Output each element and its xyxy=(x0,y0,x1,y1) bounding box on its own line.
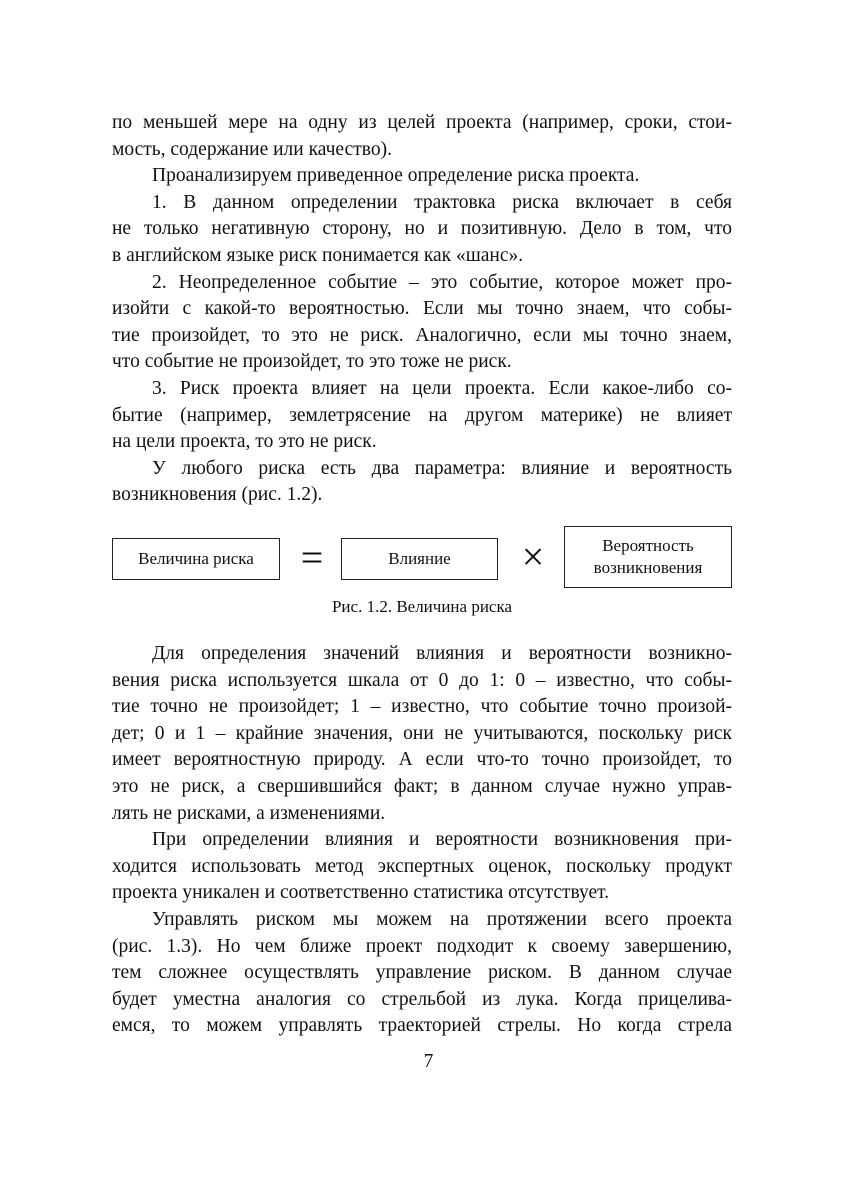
text-line: будет уместна аналогия со стрельбой из лука. Когда прицелива- xyxy=(112,988,732,1010)
box-risk-value: Величина риска xyxy=(112,538,280,580)
text-line: вения риска используется шкала от 0 до 1: 0 – известно, что собы- xyxy=(112,669,732,691)
equals-sign: = xyxy=(300,535,324,580)
text-line: возникновения (рис. 1.2). xyxy=(112,484,323,506)
text-line: При определении влияния и вероятности возникновения при- xyxy=(152,829,732,851)
text-line: лять не рисками, а изменениями. xyxy=(112,802,386,824)
text-line: дет; 0 и 1 – крайние значения, они не учитываются, поскольку риск xyxy=(112,722,732,744)
box-probability xyxy=(564,526,732,588)
box-probability-line1: Вероятность xyxy=(602,536,694,555)
figure-caption: Рис. 1.2. Величина риска xyxy=(331,597,513,616)
text-line: Проанализируем приведенное определение риска проекта. xyxy=(152,165,640,187)
text-block-bottom xyxy=(112,641,732,1040)
text-line: (рис. 1.3). Но чем ближе проект подходит к своему завершению, xyxy=(112,935,732,957)
text-line: Для определения значений влияния и вероятности возникно- xyxy=(152,643,732,664)
text-line: 1. В данном определении трактовка риска включает в себя xyxy=(152,191,732,213)
text-line: имеет вероятностную природу. А если что-то точно произойдет, то xyxy=(112,749,732,771)
text-line: емся, то можем управлять траекторией стрелы. Но когда стрела xyxy=(112,1015,732,1037)
text-line: 3. Риск проекта влияет на цели проекта. Если какое-либо со- xyxy=(152,377,732,399)
text-line: тем сложнее осуществлять управление риском. В данном случае xyxy=(112,962,732,984)
text-block-top xyxy=(112,110,732,509)
text-line: Управлять риском мы можем на протяжении всего проекта xyxy=(152,908,732,930)
page-number: 7 xyxy=(423,1051,434,1072)
box-impact: Влияние xyxy=(341,538,498,580)
text-line: изойти с какой-то вероятностью. Если мы точно знаем, что собы- xyxy=(112,298,732,320)
figure-risk-formula xyxy=(112,526,732,621)
multiply-sign: × xyxy=(521,534,545,579)
text-line: проекта уникален и соответственно статистика отсутствует. xyxy=(112,882,610,904)
text-line: бытие (например, землетрясение на другом материке) не влияет xyxy=(112,404,732,426)
text-line: не только негативную сторону, но и позитивную. Дело в том, что xyxy=(112,218,732,240)
text-line: тие произойдет, то это не риск. Аналогично, если мы точно знаем, xyxy=(112,324,732,346)
text-line: 2. Неопределенное событие – это событие, которое может про- xyxy=(152,271,732,293)
text-line: что событие не произойдет, то это тоже не риск. xyxy=(112,351,512,373)
text-line: мость, содержание или качество). xyxy=(112,138,392,160)
box-probability-line2: возникновения xyxy=(593,558,703,577)
text-line: это не риск, а свершившийся факт; в данном случае нужно управ- xyxy=(112,775,732,797)
text-line: У любого риска есть два параметра: влияние и вероятность xyxy=(152,457,732,479)
text-line: в английском языке риск понимается как «шанс». xyxy=(112,244,524,266)
text-line: по меньшей мере на одну из целей проекта (например, сроки, стои- xyxy=(112,112,732,133)
text-line: на цели проекта, то это не риск. xyxy=(112,431,377,453)
text-line: тие точно не произойдет; 1 – известно, что событие точно произой- xyxy=(112,696,732,718)
text-line: ходится использовать метод экспертных оценок, поскольку продукт xyxy=(112,855,732,877)
